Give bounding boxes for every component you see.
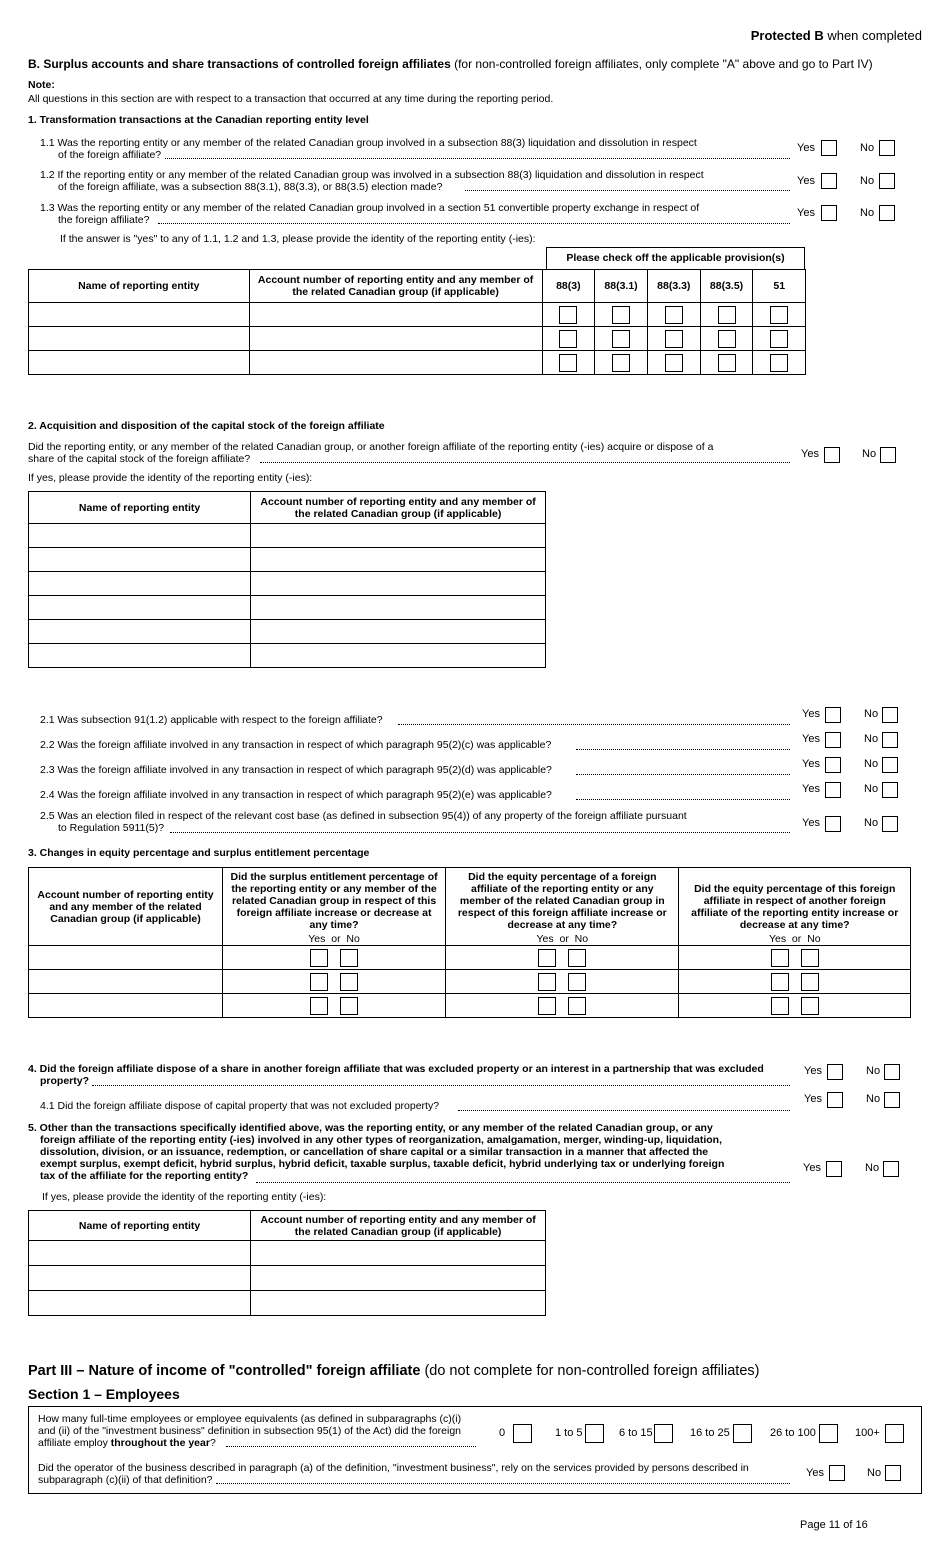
question-1-3: 1.3 Was the reporting entity or any member of the related Canadian group involved in a section 51 convertible property exchange in respect of the foreign affiliate? (40, 202, 700, 226)
table-row (29, 572, 546, 596)
table-row (29, 644, 546, 668)
question-2-4: 2.4 Was the foreign affiliate involved in any transaction in respect of which paragraph 95(2)(e) was applicable? (40, 789, 552, 801)
yes-checkbox[interactable] (538, 997, 556, 1015)
yes-checkbox[interactable] (538, 973, 556, 991)
employees-26-100-checkbox[interactable] (819, 1424, 838, 1443)
table-row (29, 994, 911, 1018)
name-input[interactable] (29, 327, 250, 351)
reorganization-table: Name of reporting entity Account number of reporting entity and any member of the related Canadian group (if applicable) (28, 1210, 546, 1316)
question-4-1: 4.1 Did the foreign affiliate dispose of capital property that was not excluded property? (40, 1100, 440, 1112)
provision-checkbox[interactable] (770, 354, 788, 372)
operator-yes-checkbox[interactable] (829, 1465, 845, 1481)
note-label: Note: (28, 79, 55, 91)
table-row (29, 1266, 546, 1291)
q2-1-no-checkbox[interactable] (882, 707, 898, 723)
q2-3-yes-checkbox[interactable] (825, 757, 841, 773)
q1-3-yes-checkbox[interactable] (821, 205, 837, 221)
yes-checkbox[interactable] (771, 949, 789, 967)
protected-b-label: Protected B when completed (750, 28, 922, 43)
account-input[interactable] (249, 303, 542, 327)
col-88-3-1: 88(3.1) (595, 270, 648, 303)
question-2-3: 2.3 Was the foreign affiliate involved in any transaction in respect of which paragraph 95(2)(d) was applicable? (40, 764, 552, 776)
no-checkbox[interactable] (568, 973, 586, 991)
q4-no-checkbox[interactable] (884, 1064, 900, 1080)
employees-6-15-checkbox[interactable] (654, 1424, 673, 1443)
section-1-if-yes: If the answer is "yes" to any of 1.1, 1.2 and 1.3, please provide the identity of the reporting entity (-ies): (60, 233, 536, 245)
question-2-5: 2.5 Was an election filed in respect of the relevant cost base (as defined in subsection 95(4)) of any property of the foreign affiliate pursuant to Regulation 5911(5)? (40, 810, 687, 834)
operator-question: Did the operator of the business described in paragraph (a) of the definition, "investment business", rely on the services provided by persons described in subparagraph (c)(ii) of that definition? (38, 1462, 749, 1486)
table-row (29, 620, 546, 644)
name-input[interactable] (29, 351, 250, 375)
section-b-title: B. Surplus accounts and share transactions of controlled foreign affiliates (for non-controlled foreign affiliates, only complete "A" above and go to Part IV) (28, 57, 873, 71)
provision-checkbox[interactable] (770, 306, 788, 324)
section-1-title: 1. Transformation transactions at the Canadian reporting entity level (28, 114, 369, 126)
q2-5-no-checkbox[interactable] (882, 816, 898, 832)
q2-2-no-checkbox[interactable] (882, 732, 898, 748)
part-3-title: Part III – Nature of income of "controlled" foreign affiliate (do not complete for non-controlled foreign affiliates) (28, 1363, 760, 1379)
table-row (29, 524, 546, 548)
employees-100-plus-checkbox[interactable] (885, 1424, 904, 1443)
col-name-header: Name of reporting entity (29, 270, 250, 303)
provision-checkbox[interactable] (559, 354, 577, 372)
provision-checkbox[interactable] (612, 306, 630, 324)
q4-1-no-checkbox[interactable] (884, 1092, 900, 1108)
no-checkbox[interactable] (568, 997, 586, 1015)
yes-checkbox[interactable] (310, 973, 328, 991)
account-input[interactable] (249, 351, 542, 375)
section-5-if-yes: If yes, please provide the identity of the reporting entity (-ies): (42, 1191, 327, 1203)
q2-5-yes-checkbox[interactable] (825, 816, 841, 832)
section-2-if-yes: If yes, please provide the identity of the reporting entity (-ies): (28, 472, 313, 484)
q1-2-yes-checkbox[interactable] (821, 173, 837, 189)
question-4: 4. Did the foreign affiliate dispose of a share in another foreign affiliate that was excluded property or an interest in a partnership that was excluded property? (28, 1063, 764, 1087)
q1-1-yes-checkbox[interactable] (821, 140, 837, 156)
q5-no-checkbox[interactable] (883, 1161, 899, 1177)
provision-checkbox[interactable] (718, 306, 736, 324)
no-checkbox[interactable] (340, 949, 358, 967)
note-text: All questions in this section are with respect to a transaction that occurred at any time during the reporting period. (28, 93, 554, 105)
section-2-title: 2. Acquisition and disposition of the capital stock of the foreign affiliate (28, 420, 385, 432)
table-row (29, 327, 806, 351)
provision-checkbox[interactable] (665, 330, 683, 348)
q1-1-no-checkbox[interactable] (879, 140, 895, 156)
question-2: Did the reporting entity, or any member of the related Canadian group, or another foreign affiliate of the reporting entity (-ies) acquire or dispose of a share of the capital stock of the foreign affiliate? (28, 441, 714, 465)
provision-checkbox[interactable] (665, 354, 683, 372)
q2-yes-checkbox[interactable] (824, 447, 840, 463)
table-row (29, 351, 806, 375)
q4-yes-checkbox[interactable] (827, 1064, 843, 1080)
employees-16-25-checkbox[interactable] (733, 1424, 752, 1443)
q2-no-checkbox[interactable] (880, 447, 896, 463)
table-row (29, 1241, 546, 1266)
yes-checkbox[interactable] (538, 949, 556, 967)
no-checkbox[interactable] (340, 997, 358, 1015)
q4-1-yes-checkbox[interactable] (827, 1092, 843, 1108)
question-1-2: 1.2 If the reporting entity or any member of the related Canadian group was involved in a subsection 88(3) liquidation and dissolution in respect of the foreign affiliate, was a subsection 88(3.1), 88(3.3), or 88(3.5) election made? (40, 169, 704, 193)
employees-1-5-checkbox[interactable] (585, 1424, 604, 1443)
yes-checkbox[interactable] (771, 973, 789, 991)
section-1-employees-title: Section 1 – Employees (28, 1386, 180, 1402)
q2-3-no-checkbox[interactable] (882, 757, 898, 773)
provision-checkbox[interactable] (718, 354, 736, 372)
provision-checkbox[interactable] (559, 306, 577, 324)
q2-4-yes-checkbox[interactable] (825, 782, 841, 798)
table-row (29, 548, 546, 572)
table-row (29, 946, 911, 970)
question-2-1: 2.1 Was subsection 91(1.2) applicable with respect to the foreign affiliate? (40, 714, 383, 726)
provision-checkbox[interactable] (770, 330, 788, 348)
q2-1-yes-checkbox[interactable] (825, 707, 841, 723)
provision-checkbox[interactable] (559, 330, 577, 348)
operator-no-checkbox[interactable] (885, 1465, 901, 1481)
yes-checkbox[interactable] (771, 997, 789, 1015)
provision-check-header: Please check off the applicable provision(s) (546, 247, 805, 269)
question-1-1: 1.1 Was the reporting entity or any member of the related Canadian group involved in a subsection 88(3) liquidation and dissolution in respect of the foreign affiliate? (40, 137, 697, 161)
section-3-title: 3. Changes in equity percentage and surplus entitlement percentage (28, 847, 370, 859)
provision-checkbox[interactable] (665, 306, 683, 324)
transformation-table (28, 269, 806, 375)
provision-checkbox[interactable] (612, 330, 630, 348)
col-88-3-3: 88(3.3) (647, 270, 700, 303)
yes-checkbox[interactable] (310, 949, 328, 967)
table-row (29, 1291, 546, 1316)
provision-checkbox[interactable] (718, 330, 736, 348)
equity-table: Account number of reporting entity and any member of the related Canadian group (if applicable) Did the surplus entitlement percentage of the reporting entity or any member of the related Canadian group in respect of this foreign affiliate increase or decrease at any time? Yes or No Did the equity percentage of a foreign affiliate of the reporting entity or any member of the related Canadian group in respect of this foreign affiliate increase or decrease at any time? Yes or No Did the equity percentage of this foreign affiliate in respect of another foreign affiliate of the reporting entity increase or decrease at any time? Yes or No (28, 867, 911, 1018)
question-2-2: 2.2 Was the foreign affiliate involved in any transaction in respect of which paragraph 95(2)(c) was applicable? (40, 739, 552, 751)
no-checkbox[interactable] (801, 973, 819, 991)
col-88-3: 88(3) (542, 270, 595, 303)
yes-checkbox[interactable] (310, 997, 328, 1015)
no-checkbox[interactable] (340, 973, 358, 991)
q2-4-no-checkbox[interactable] (882, 782, 898, 798)
q1-3-no-checkbox[interactable] (879, 205, 895, 221)
no-checkbox[interactable] (801, 949, 819, 967)
table-row (29, 970, 911, 994)
col-51: 51 (753, 270, 806, 303)
provision-checkbox[interactable] (612, 354, 630, 372)
col-88-3-5: 88(3.5) (700, 270, 753, 303)
table-row (29, 596, 546, 620)
employees-0-checkbox[interactable] (513, 1424, 532, 1443)
page-number: Page 11 of 16 (800, 1519, 868, 1531)
table-row (29, 303, 806, 327)
no-checkbox[interactable] (568, 949, 586, 967)
acquisition-table: Name of reporting entity Account number of reporting entity and any member of the related Canadian group (if applicable) (28, 491, 546, 668)
q5-yes-checkbox[interactable] (826, 1161, 842, 1177)
q2-2-yes-checkbox[interactable] (825, 732, 841, 748)
q1-2-no-checkbox[interactable] (879, 173, 895, 189)
employees-question: How many full-time employees or employee equivalents (as defined in subparagraphs (c)(i) and (ii) of the "investment business" definition in subsection 95(1) of the Act) did the foreign affiliate employ throughout the year? (38, 1413, 462, 1449)
question-5: 5. Other than the transactions specifically identified above, was the reporting entity, or any member of the related Canadian group, or any foreign affiliate of the reporting entity (-ies) involved in any other types of reorganization, amalgamation, merger, winding-up, liquidation, dissolution, division, or an issuance, redemption, or cancellation of share capital or a similar transaction in a manner that affected the exempt surplus, exempt deficit, hybrid surplus, hybrid deficit, taxable surplus, taxable deficit, hybrid underlying tax or underlying foreign tax of the affiliate for the reporting entity? (28, 1122, 725, 1182)
account-input[interactable] (249, 327, 542, 351)
col-account-header: Account number of reporting entity and any member of the related Canadian group (if applicable) (249, 270, 542, 303)
name-input[interactable] (29, 303, 250, 327)
no-checkbox[interactable] (801, 997, 819, 1015)
